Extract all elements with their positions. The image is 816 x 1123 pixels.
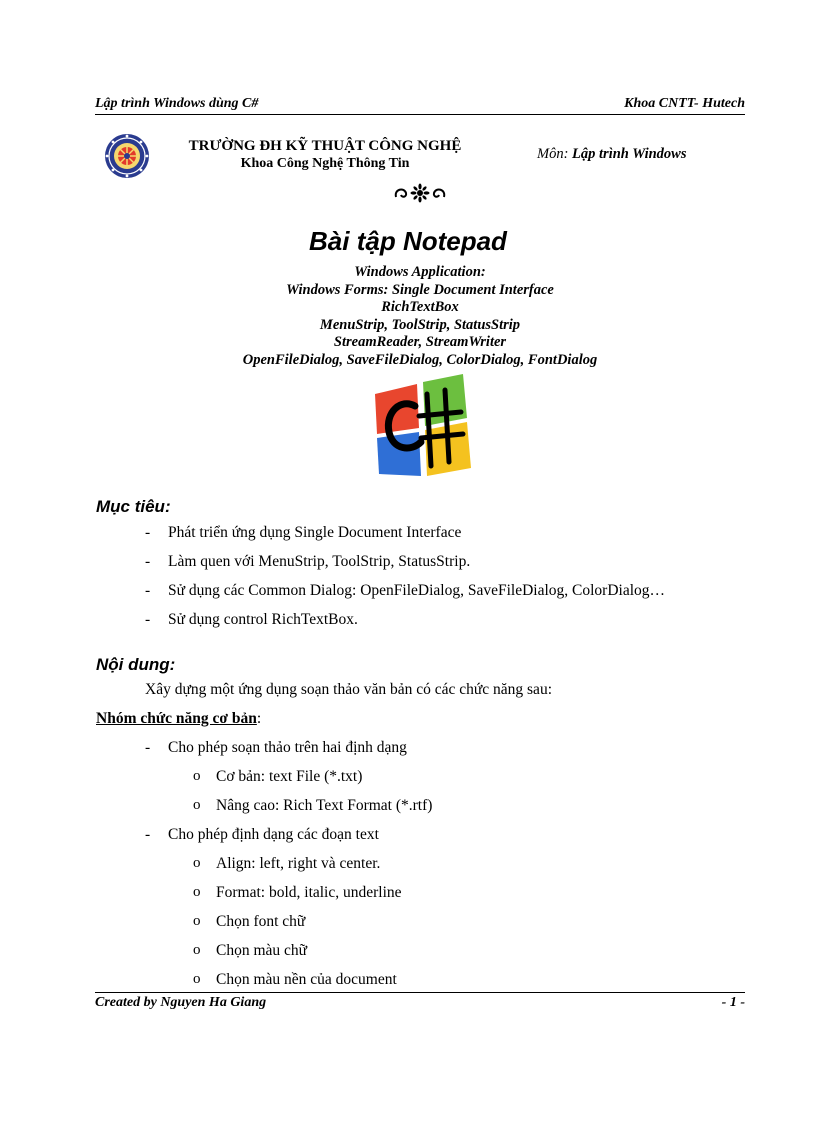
dash-marker: -	[145, 524, 151, 541]
content-intro: Xây dựng một ứng dụng soạn thảo văn bản có các chức năng sau:	[145, 681, 552, 698]
running-header	[95, 94, 745, 115]
objective-item: Sử dụng control RichTextBox.	[168, 611, 358, 628]
header-course-title: Lập trình Windows dùng C#	[95, 96, 259, 111]
subject-value: Lập trình Windows	[572, 146, 687, 162]
faculty-name: Khoa Công Nghệ Thông Tin	[240, 156, 410, 171]
header-department: Khoa CNTT- Hutech	[624, 96, 745, 111]
dash-marker: -	[145, 826, 151, 843]
group-label	[96, 710, 261, 728]
objective-item: Phát triển ứng dụng Single Document Interface	[168, 524, 462, 541]
dash-marker: -	[145, 739, 151, 756]
feature-item: Cho phép soạn thảo trên hai định dạng	[168, 739, 407, 756]
group-label-colon: :	[256, 710, 262, 727]
running-footer	[95, 992, 745, 1013]
topic-line: OpenFileDialog, SaveFileDialog, ColorDialog, FontDialog	[242, 351, 598, 368]
topic-line: Windows Forms: Single Document Interface	[286, 281, 554, 298]
school-block	[160, 137, 490, 173]
document-title: Bài tập Notepad	[309, 226, 507, 256]
feature-item: Cho phép định dạng các đoạn text	[168, 826, 379, 843]
subject-line	[537, 146, 686, 163]
circle-marker: o	[193, 971, 201, 987]
topic-line: Windows Application:	[354, 264, 486, 280]
topic-line: MenuStrip, ToolStrip, StatusStrip	[319, 316, 521, 333]
dash-marker: -	[145, 611, 151, 628]
circle-marker: o	[193, 855, 201, 871]
feature-subitem: Nâng cao: Rich Text Format (*.rtf)	[216, 797, 433, 814]
feature-subitem: Cơ bản: text File (*.txt)	[216, 768, 363, 785]
feature-subitem: Align: left, right và center.	[216, 855, 381, 872]
circle-marker: o	[193, 768, 201, 784]
feature-subitem: Format: bold, italic, underline	[216, 884, 402, 901]
feature-subitem: Chọn màu chữ	[216, 942, 308, 959]
university-logo	[103, 132, 151, 180]
topic-list	[0, 264, 816, 369]
topic-line: RichTextBox	[381, 299, 459, 315]
circle-marker: o	[193, 942, 201, 958]
footer-author: Created by Nguyen Ha Giang	[95, 995, 267, 1010]
objective-item: Sử dụng các Common Dialog: OpenFileDialog, SaveFileDialog, ColorDialog…	[168, 582, 666, 599]
subject-label: Môn:	[537, 146, 573, 162]
ornament-divider	[392, 183, 448, 203]
objectives-heading: Mục tiêu:	[96, 497, 171, 516]
feature-subitem: Chọn font chữ	[216, 913, 306, 930]
page-number: - 1 -	[721, 995, 745, 1010]
dash-marker: -	[145, 553, 151, 570]
dash-marker: -	[145, 582, 151, 599]
circle-marker: o	[193, 913, 201, 929]
group-label-text: Nhóm chức năng cơ bản	[96, 710, 257, 727]
circle-marker: o	[193, 797, 201, 813]
csharp-illustration	[365, 372, 477, 482]
objective-item: Làm quen với MenuStrip, ToolStrip, StatusStrip.	[168, 553, 471, 570]
circle-marker: o	[193, 884, 201, 900]
school-name: TRƯỜNG ĐH KỸ THUẬT CÔNG NGHỆ	[188, 138, 462, 154]
content-heading: Nội dung:	[96, 655, 176, 674]
topic-line: StreamReader, StreamWriter	[333, 334, 507, 350]
feature-subitem: Chọn màu nền của document	[216, 971, 397, 988]
